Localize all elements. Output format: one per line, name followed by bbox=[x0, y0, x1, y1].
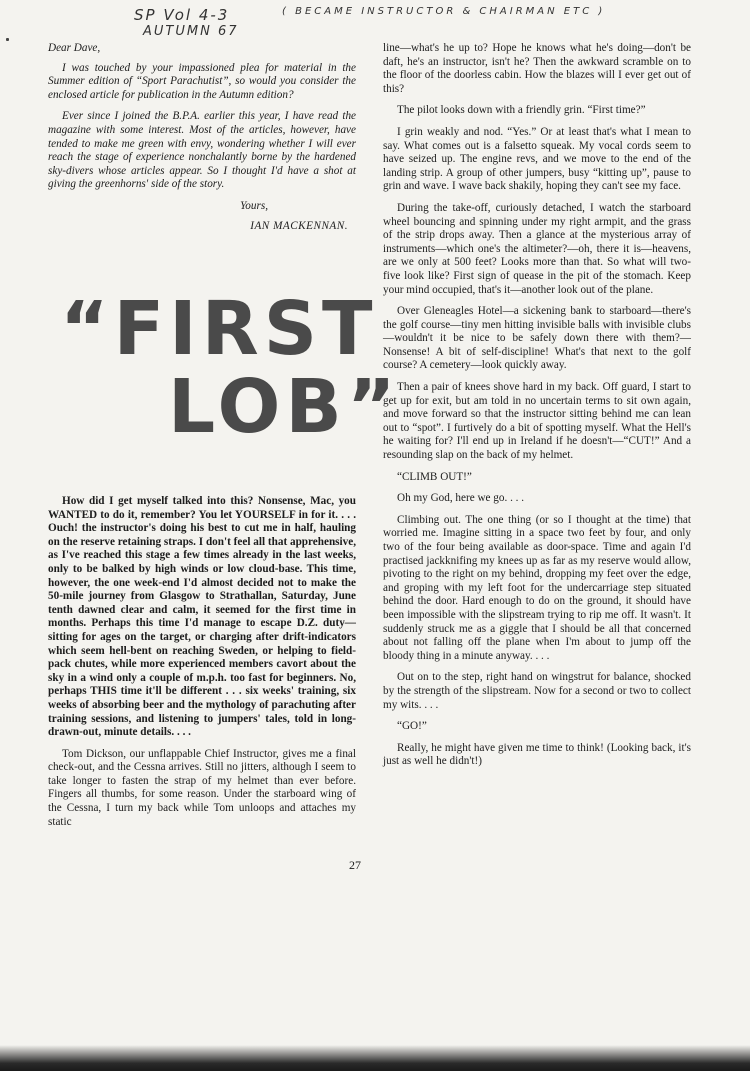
article-right-column bbox=[383, 42, 691, 777]
article-paragraph: During the take-off, curiously detached, I watch the starboard wheel bouncing and spinning under my right armpit, and the grass of the strip drops away. Then a glance at the mysterious array of instruments—which one's the altimeter?—oh, there it is—heavens, are we only at 500 feet? Looks more than that. So what will two-five look like? First sign of quease in the pit of the stomach. Keep your mind occupied, that's it—another look out of the plane. bbox=[383, 201, 691, 296]
handwritten-volume-note: SP Vol 4-3 bbox=[134, 6, 230, 24]
article-paragraph: Climbing out. The one thing (or so I thought at the time) that worried me. Imagine sitting in a space two feet by four, and only two of the four being available as door-space. Time and again I'd practised jackknifing my knees up as far as my reserve would allow, pivoting to the right on my behind, dropping my feet over the edge, and groping with my left foot for the undercarriage step situated behind the door. Hard enough to do on the ground, it should have been impossible with the slipstream trying to rip me off. It wasn't. It suddenly struck me as a giggle that I should be all that concerned about not falling off the plane when I'm about to jump off the bloody thing in a minute anyway. . . . bbox=[383, 513, 691, 662]
margin-mark bbox=[6, 38, 9, 41]
letter-paragraph: I was touched by your impassioned plea for material in the Summer edition of “Sport Parachutist”, so would you consider the enclosed article for publication in the Autumn edition? bbox=[48, 61, 356, 101]
article-lead-paragraph: How did I get myself talked into this? Nonsense, Mac, you WANTED to do it, remember? You let YOURSELF in for it. . . . Ouch! the instructor's doing his best to cut me in half, hauling on the reserve retaining straps. I don't feel all that apprehensive, as I've reached this stage a few times already in the last weeks, only to be balked by high winds or low cloud-base. This time, however, the one week-end I'd almost decided not to make the 50-mile journey from Glasgow to Strathallan, Saturday, June tenth dawned clear and calm, it seemed for the first time in months. Perhaps this time I'd manage to escape D.Z. duty—sitting for ages on the target, or charging after drift-indicators which seem hell-bent on reaching Sweden, or helping to field-pack chutes, while more experienced members cavort about the sky in a wind only a couple of m.p.h. too fast for beginners. No, perhaps THIS time it'll be different . . . six weeks' training, six weeks of absorbing beer and the mythology of parachuting after training sessions, and listening to jumpers' tales, told in long-drawn-out, minute details. . . . bbox=[48, 495, 356, 739]
article-paragraph: Really, he might have given me time to think! (Looking back, it's just as well he didn't!) bbox=[383, 741, 691, 768]
article-title-line1: “FIRST bbox=[60, 286, 378, 372]
handwritten-season-note: AUTUMN 67 bbox=[143, 24, 239, 39]
article-paragraph: Out on to the step, right hand on wingstrut for balance, shocked by the strength of the slipstream. Now for a second or two to collect my wits. . . . bbox=[383, 671, 691, 711]
article-paragraph: I grin weakly and nod. “Yes.” Or at least that's what I mean to say. What comes out is a falsetto squeak. My vocal cords seem to have seized up. The engine revs, and we move to the end of the landing strip. A group of other jumpers, busy “kitting up”, pause to grin and wave. I wave back shakily, hoping they can't see my face. bbox=[383, 125, 691, 193]
letter-closing: Yours, bbox=[240, 199, 268, 212]
letter-signature: IAN MACKENNAN. bbox=[250, 219, 348, 232]
article-paragraph: Oh my God, here we go. . . . bbox=[397, 492, 525, 505]
article-title-line2: LOB” bbox=[168, 364, 401, 450]
article-paragraph: “GO!” bbox=[397, 720, 427, 733]
article-paragraph: Tom Dickson, our unflappable Chief Instructor, gives me a final check-out, and the Cessna arrives. Still no jitters, although I seem to take longer to fasten the strap of my helmet than ever before. Fingers all thumbs, for some reason. Under the starboard wing of the Cessna, I turn my back while Tom unloops and attaches my static bbox=[48, 747, 356, 828]
handwritten-bio-note: ( BECAME INSTRUCTOR & CHAIRMAN ETC ) bbox=[282, 6, 606, 17]
page-number: 27 bbox=[349, 858, 361, 872]
article-paragraph: The pilot looks down with a friendly grin. “First time?” bbox=[397, 104, 646, 117]
editor-letter bbox=[48, 42, 356, 233]
article-paragraph: Over Gleneagles Hotel—a sickening bank to starboard—there's the golf course—tiny men hitting invisible balls with invisible clubs—wouldn't it be nice to be safely down there with them?—Nonsense! A bit of self-discipline! What's that next to the golf course? A cemetery—look quickly away. bbox=[383, 305, 691, 372]
letter-salutation: Dear Dave, bbox=[48, 42, 101, 54]
article-left-column bbox=[48, 495, 356, 837]
article-paragraph: Then a pair of knees shove hard in my back. Off guard, I start to get up for exit, but am told in no uncertain terms to sit own again, and move forward so that the instructor sitting behind me can lean out to “spot”. I furtively do a bit of spotting myself. What the Hell's he waiting for? I'll end up in Ireland if he doesn't—“CUT!” And a resounding slap on the back of my helmet. bbox=[383, 381, 691, 462]
article-paragraph: “CLIMB OUT!” bbox=[397, 470, 472, 483]
scan-edge-shadow bbox=[0, 1045, 750, 1071]
letter-paragraph: Ever since I joined the B.P.A. earlier this year, I have read the magazine with some interest. Most of the articles, however, have tended to make me green with envy, wondering whether I will ever reach the stage of experience nonchalantly borne by the hardened sky-divers whose articles appear. So I thought I'd have a shot at giving the greenhorns' side of the story. bbox=[48, 110, 356, 191]
article-paragraph: line—what's he up to? Hope he knows what he's doing—don't be daft, he's an instructor, isn't he? Then the awkward scramble on to the floor of the doorless cabin. How the blazes will I ever get out of this? bbox=[383, 42, 691, 95]
